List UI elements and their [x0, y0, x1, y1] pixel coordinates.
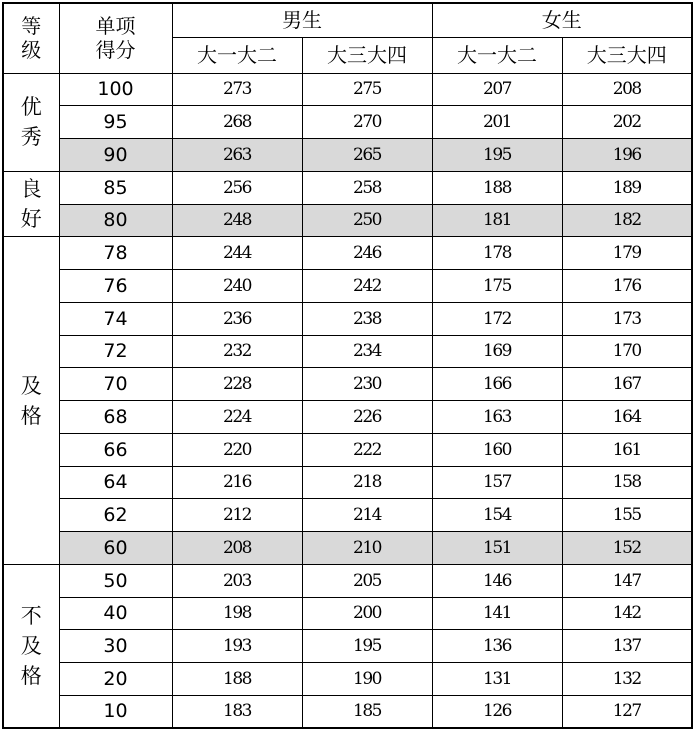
value-cell: 273: [172, 73, 302, 106]
value-cell: 147: [562, 564, 692, 597]
table-row: [3, 73, 692, 106]
value-cell: 179: [562, 237, 692, 270]
value-cell: 244: [172, 237, 302, 270]
female-year34-header: 大三大四: [562, 37, 692, 73]
table-row: [3, 433, 692, 466]
value-cell: 238: [302, 302, 432, 335]
value-cell: 275: [302, 73, 432, 106]
value-cell: 205: [302, 564, 432, 597]
table-row: [3, 466, 692, 499]
table-row: [3, 630, 692, 663]
score-cell: 85: [59, 171, 172, 204]
value-cell: 216: [172, 466, 302, 499]
value-cell: 236: [172, 302, 302, 335]
score-cell: 30: [59, 630, 172, 663]
value-cell: 166: [432, 368, 562, 401]
score-cell: 50: [59, 564, 172, 597]
value-cell: 169: [432, 335, 562, 368]
table-row: [3, 597, 692, 630]
value-cell: 189: [562, 171, 692, 204]
value-cell: 127: [562, 695, 692, 728]
table-row: [3, 663, 692, 696]
value-cell: 250: [302, 204, 432, 237]
value-cell: 181: [432, 204, 562, 237]
score-header: 单项得分: [59, 3, 172, 73]
male-year34-header: 大三大四: [302, 37, 432, 73]
table-row: [3, 139, 692, 172]
value-cell: 126: [432, 695, 562, 728]
table-row: [3, 171, 692, 204]
grade-cell: [3, 73, 59, 171]
value-cell: 203: [172, 564, 302, 597]
score-cell: 64: [59, 466, 172, 499]
value-cell: 195: [432, 139, 562, 172]
table-row: [3, 237, 692, 270]
value-cell: 163: [432, 401, 562, 434]
value-cell: 230: [302, 368, 432, 401]
table-row: [3, 499, 692, 532]
table-row: [3, 532, 692, 565]
female-year12-header: 大一大二: [432, 37, 562, 73]
score-cell: 40: [59, 597, 172, 630]
value-cell: 248: [172, 204, 302, 237]
value-cell: 212: [172, 499, 302, 532]
value-cell: 207: [432, 73, 562, 106]
score-cell: 90: [59, 139, 172, 172]
value-cell: 190: [302, 663, 432, 696]
value-cell: 142: [562, 597, 692, 630]
table-row: [3, 401, 692, 434]
score-cell: 68: [59, 401, 172, 434]
table-row: [3, 564, 692, 597]
table-row: [3, 106, 692, 139]
value-cell: 222: [302, 433, 432, 466]
score-cell: 62: [59, 499, 172, 532]
value-cell: 195: [302, 630, 432, 663]
value-cell: 234: [302, 335, 432, 368]
value-cell: 200: [302, 597, 432, 630]
value-cell: 242: [302, 270, 432, 303]
value-cell: 173: [562, 302, 692, 335]
value-cell: 188: [172, 663, 302, 696]
score-cell: 76: [59, 270, 172, 303]
value-cell: 210: [302, 532, 432, 565]
value-cell: 270: [302, 106, 432, 139]
grade-cell: [3, 171, 59, 237]
value-cell: 136: [432, 630, 562, 663]
score-cell: 72: [59, 335, 172, 368]
value-cell: 164: [562, 401, 692, 434]
value-cell: 208: [172, 532, 302, 565]
table-row: [3, 335, 692, 368]
table-body: [3, 73, 692, 728]
value-cell: 167: [562, 368, 692, 401]
value-cell: 224: [172, 401, 302, 434]
value-cell: 151: [432, 532, 562, 565]
value-cell: 263: [172, 139, 302, 172]
grade-label: 良好: [20, 177, 42, 231]
value-cell: 131: [432, 663, 562, 696]
score-cell: 74: [59, 302, 172, 335]
grade-cell: [3, 237, 59, 565]
value-cell: 188: [432, 171, 562, 204]
score-cell: 80: [59, 204, 172, 237]
table-row: [3, 204, 692, 237]
value-cell: 182: [562, 204, 692, 237]
grade-label: 及格: [20, 373, 42, 428]
value-cell: 228: [172, 368, 302, 401]
score-cell: 20: [59, 663, 172, 696]
score-cell: 10: [59, 695, 172, 728]
table-row: [3, 695, 692, 728]
value-cell: 201: [432, 106, 562, 139]
grade-header: 等级: [3, 3, 59, 73]
value-cell: 170: [562, 335, 692, 368]
score-cell: 95: [59, 106, 172, 139]
value-cell: 265: [302, 139, 432, 172]
value-cell: 208: [562, 73, 692, 106]
value-cell: 158: [562, 466, 692, 499]
male-year12-header: 大一大二: [172, 37, 302, 73]
male-header: 男生: [172, 3, 432, 37]
value-cell: 155: [562, 499, 692, 532]
grade-cell: [3, 564, 59, 728]
score-cell: 66: [59, 433, 172, 466]
value-cell: 193: [172, 630, 302, 663]
value-cell: 256: [172, 171, 302, 204]
table-row: [3, 270, 692, 303]
value-cell: 240: [172, 270, 302, 303]
value-cell: 268: [172, 106, 302, 139]
score-table: [2, 2, 693, 729]
value-cell: 154: [432, 499, 562, 532]
grade-label: 不及格: [20, 603, 42, 688]
value-cell: 218: [302, 466, 432, 499]
value-cell: 246: [302, 237, 432, 270]
value-cell: 196: [562, 139, 692, 172]
table-row: [3, 302, 692, 335]
value-cell: 232: [172, 335, 302, 368]
value-cell: 172: [432, 302, 562, 335]
value-cell: 152: [562, 532, 692, 565]
value-cell: 226: [302, 401, 432, 434]
value-cell: 141: [432, 597, 562, 630]
grade-label: 优秀: [20, 95, 42, 150]
score-cell: 60: [59, 532, 172, 565]
score-cell: 70: [59, 368, 172, 401]
value-cell: 178: [432, 237, 562, 270]
value-cell: 185: [302, 695, 432, 728]
value-cell: 175: [432, 270, 562, 303]
value-cell: 176: [562, 270, 692, 303]
value-cell: 146: [432, 564, 562, 597]
score-cell: 78: [59, 237, 172, 270]
value-cell: 157: [432, 466, 562, 499]
value-cell: 202: [562, 106, 692, 139]
value-cell: 198: [172, 597, 302, 630]
value-cell: 161: [562, 433, 692, 466]
female-header: 女生: [432, 3, 692, 37]
value-cell: 258: [302, 171, 432, 204]
value-cell: 160: [432, 433, 562, 466]
value-cell: 214: [302, 499, 432, 532]
table-row: [3, 368, 692, 401]
score-cell: 100: [59, 73, 172, 106]
value-cell: 132: [562, 663, 692, 696]
value-cell: 220: [172, 433, 302, 466]
value-cell: 183: [172, 695, 302, 728]
value-cell: 137: [562, 630, 692, 663]
